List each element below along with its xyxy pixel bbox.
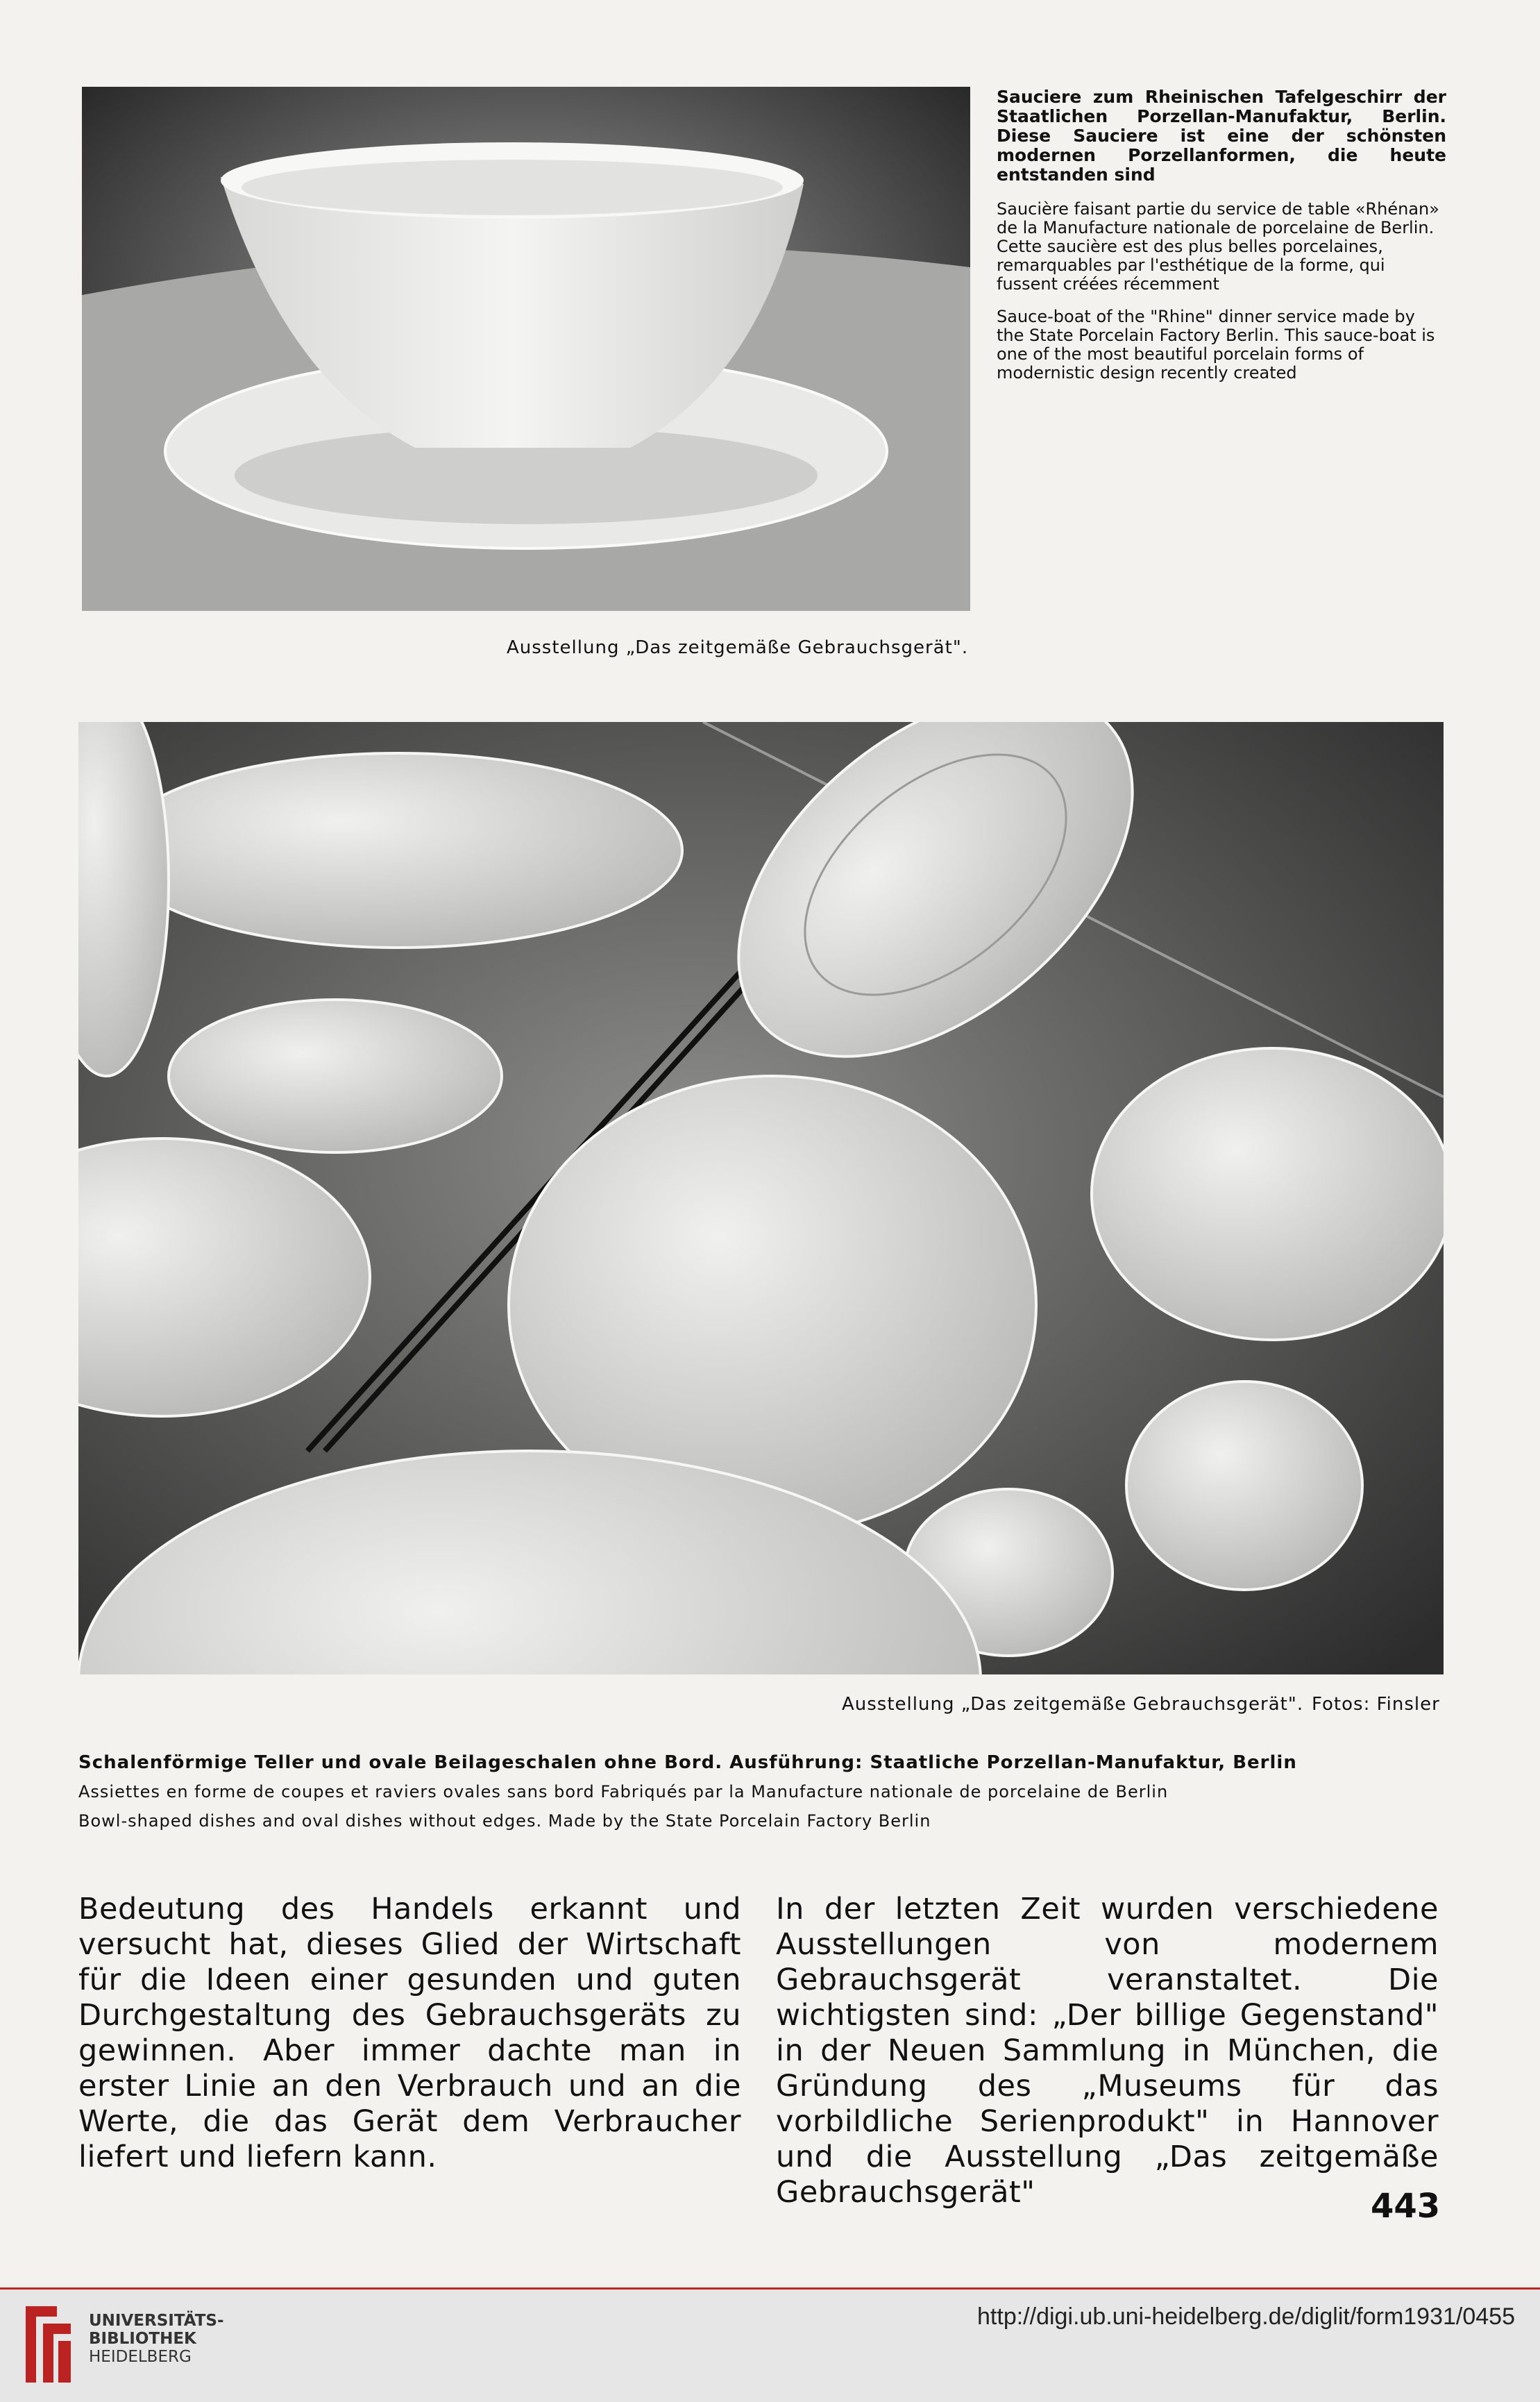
caption-english: Bowl-shaped dishes and oval dishes without edges. Made by the State Porcelain Factory Berlin [78,1811,931,1831]
caption-french: Saucière faisant partie du service de table «Rhénan» de la Manufacture nationale de porcelaine de Berlin. Cette saucière est des plus belles porcelaines, remarquables par l'esthétique de la forme, qui fussent créées récemment [997,199,1439,294]
photo-credit: Fotos: Finsler [1312,1694,1440,1715]
library-name [89,2312,224,2366]
library-line-3: HEIDELBERG [89,2348,192,2366]
body-text-left: Bedeutung des Handels erkannt und versucht hat, dieses Glied der Wirtschaft für die Ideen einer gesunden und guten Durchgestaltung des Gebrauchsgeräts zu gewinnen. Aber immer dachte man in erster Linie an den Verbrauch und an die Werte, die das Gerät dem Verbraucher liefert und liefern kann. [78,1892,741,2174]
plates-photo [78,722,1444,1674]
exhibition-caption-1: Ausstellung „Das zeitgemäße Gebrauchsgerät". [507,637,969,658]
plates-caption [78,1748,1444,1836]
sauceboat-photo [82,87,970,611]
source-url-link[interactable]: http://digi.ub.uni-heidelberg.de/diglit/form1931/0455 [977,2303,1515,2330]
library-logo-icon [15,2299,78,2390]
caption-german: Schalenförmige Teller und ovale Beilageschalen ohne Bord. Ausführung: Staatliche Porzellan-Manufaktur, Berlin [78,1752,1297,1773]
library-line-2: BIBLIOTHEK [89,2330,196,2348]
library-line-1: UNIVERSITÄTS- [89,2312,224,2330]
page-number: 443 [1371,2187,1441,2226]
caption-german: Sauciere zum Rheinischen Tafelgeschirr der Staatlichen Porzellan-Manufaktur, Berlin. Diese Sauciere ist eine der schönsten modernen Porzellanformen, die heute entstanden sind [997,87,1446,185]
body-text-right: In der letzten Zeit wurden verschiedene Ausstellungen von modernem Gebrauchsgerät veranstaltet. Die wichtigsten sind: „Der billige Gegenstand" in der Neuen Sammlung in München, die Gründung des „Museums für das vorbildliche Serienprodukt" in Hannover und die Ausstellung „Das zeitgemäße Gebrauchsgerät" [776,1892,1439,2210]
caption-english: Sauce-boat of the "Rhine" dinner service made by the State Porcelain Factory Berlin. This sauce-boat is one of the most beautiful porcelain forms of modernistic design recently created [997,307,1435,383]
caption-french: Assiettes en forme de coupes et raviers ovales sans bord Fabriqués par la Manufacture nationale de porcelaine de Berlin [78,1782,1169,1802]
exhibition-caption-2: Ausstellung „Das zeitgemäße Gebrauchsgerät". [842,1694,1304,1715]
sauceboat-caption [997,87,1446,396]
